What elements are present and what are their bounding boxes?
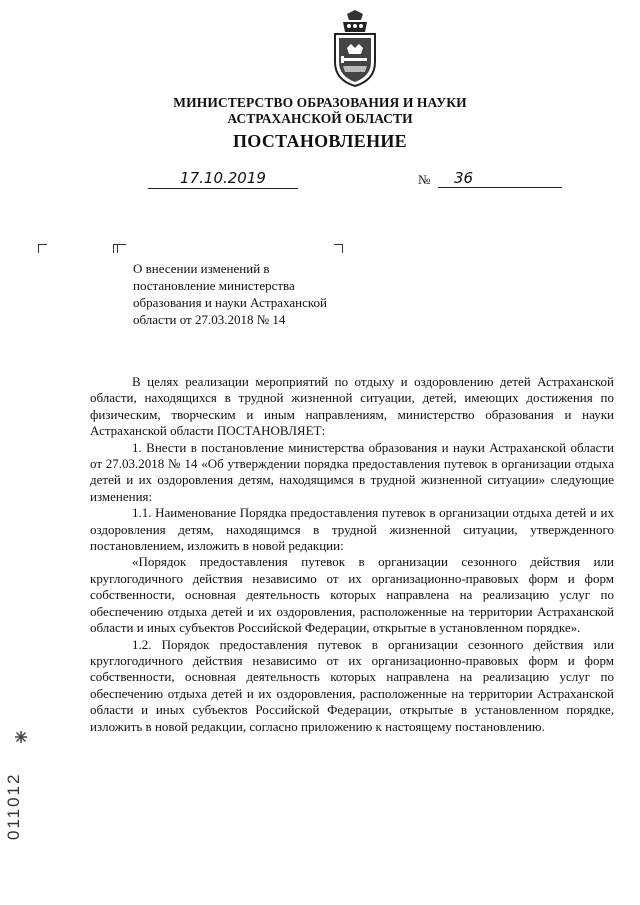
- body-paragraph: 1.1. Наименование Порядка предоставления путевок в организации отдыха детей и их оздоровления детям, находящимся в трудной жизненной ситуации, утвержденного постановлением, изложить в новой редакции:: [90, 505, 614, 554]
- coat-of-arms-icon: [325, 10, 385, 88]
- document-body: [90, 374, 614, 735]
- body-paragraph: 1. Внести в постановление министерства образования и науки Астраханской области от 27.03.2018 № 14 «Об утверждении порядка предоставления путевок в организации отдыха детей и их оздоровления детям, находящимся в трудной жизненной ситуации» следующие изменения:: [90, 439, 614, 504]
- body-paragraph: В целях реализации мероприятий по отдыху и оздоровлению детей Астраханской области, находящихся в трудной жизненной ситуации, детей, имеющих достижения по физическим, творческим и иным направлениям, министерство образования и науки Астраханской области ПОСТАНОВЛЯЕТ:: [90, 374, 614, 439]
- subject-line: О внесении изменений в: [133, 261, 270, 276]
- corner-mark: [117, 244, 126, 253]
- document-date: 17.10.2019: [148, 168, 298, 189]
- corner-mark: [38, 244, 47, 253]
- subject-line: образования и науки Астраханской: [133, 295, 328, 310]
- number-label: №: [418, 172, 431, 187]
- document-subject: [133, 260, 373, 328]
- subject-line: области от 27.03.2018 № 14: [133, 312, 286, 327]
- body-paragraph: 1.2. Порядок предоставления путевок в организации сезонного действия или круглогодичного действия независимо от их организационно-правовых форм и форм собственности, основная деятельность которых направлена на реализацию услуг по обеспечению отдыха детей и их оздоровления, расположенные на территории Астраханской области и иных субъектов Российской Федерации, открытые в установленном порядке, изложить в новой редакции, согласно приложению к настоящему постановлению.: [90, 636, 614, 734]
- corner-mark: [334, 244, 343, 253]
- side-serial-number: [4, 760, 38, 840]
- document-number: 36: [438, 168, 562, 188]
- body-paragraph: «Порядок предоставления путевок в организации сезонного действия или круглогодичного действия независимо от их организационно-правовых форм и форм собственности, основная деятельность которых направлена на реализацию услуг по обеспечению отдыха детей и их оздоровления, расположенные на территории Астраханской области и иных субъектов Российской Федерации, открытые в установленном порядке».: [90, 554, 614, 636]
- document-type-title: ПОСТАНОВЛЕНИЕ: [233, 131, 407, 151]
- serial-number-text: 011012: [4, 772, 23, 840]
- ministry-name-line1: МИНИСТЕРСТВО ОБРАЗОВАНИЯ И НАУКИ: [173, 95, 467, 110]
- asterisk-mark-icon: [14, 730, 28, 744]
- ministry-name-line2: АСТРАХАНСКОЙ ОБЛАСТИ: [227, 111, 413, 126]
- subject-line: постановление министерства: [133, 278, 295, 293]
